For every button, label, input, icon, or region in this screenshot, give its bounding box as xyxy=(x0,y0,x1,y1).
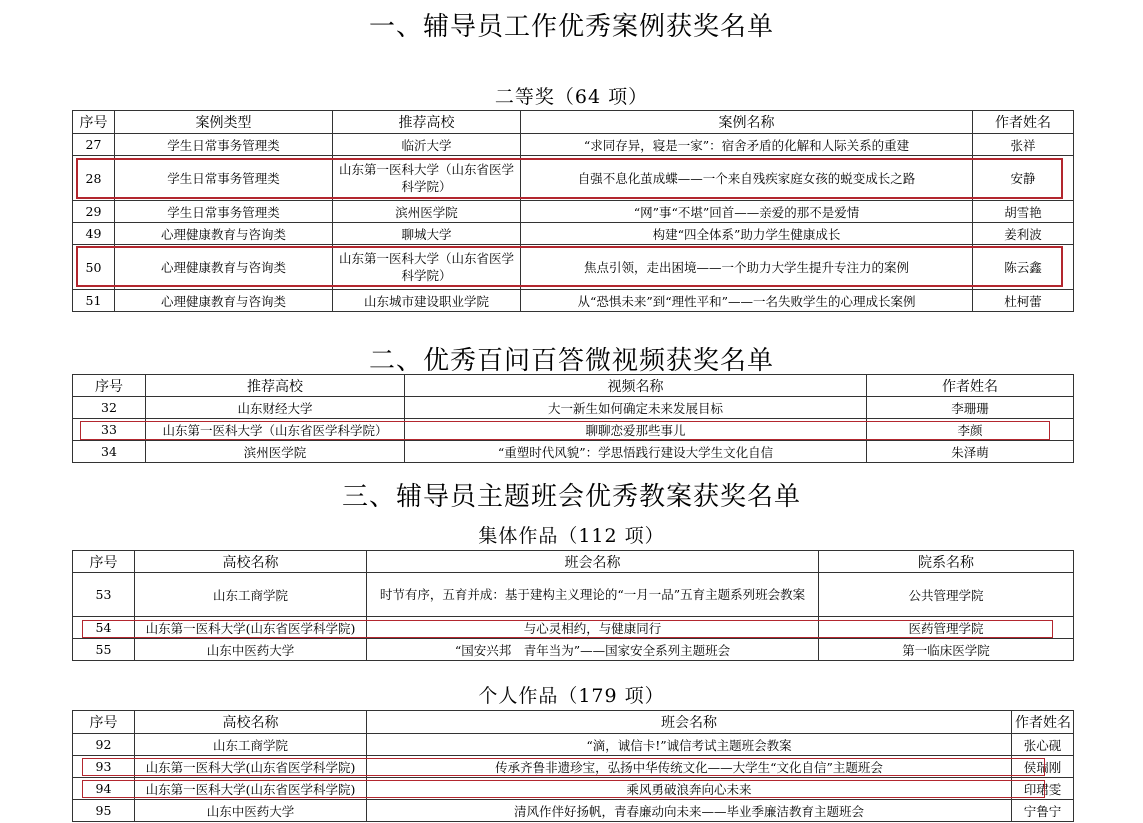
cell-author: 李颜 xyxy=(867,419,1074,441)
cell-school: 山东第一医科大学(山东省医学科学院) xyxy=(135,617,367,639)
cell-author: 侯瑞刚 xyxy=(1012,756,1074,778)
cell-type: 学生日常事务管理类 xyxy=(115,201,333,223)
table-video-awards xyxy=(72,374,1074,463)
cell-case-name: 焦点引领，走出困境——一个助力大学生提升专注力的案例 xyxy=(521,245,973,290)
cell-no: 27 xyxy=(73,134,115,156)
cell-author: 朱泽萌 xyxy=(867,441,1074,463)
section3-title: 三、辅导员主题班会优秀教案获奖名单 xyxy=(341,482,801,512)
cell-case-name: 构建“四全体系”助力学生健康成长 xyxy=(521,223,973,245)
cell-school: 山东中医药大学 xyxy=(135,800,367,822)
cell-type: 心理健康教育与咨询类 xyxy=(115,223,333,245)
highlight-box xyxy=(82,758,1045,776)
cell-school: 临沂大学 xyxy=(333,134,521,156)
header-cell: 序号 xyxy=(73,111,115,134)
cell-no: 29 xyxy=(73,201,115,223)
table-header-row xyxy=(73,711,1074,734)
header-cell: 序号 xyxy=(73,551,135,573)
cell-class-name: 与心灵相约，与健康同行 xyxy=(367,617,819,639)
cell-school: 山东第一医科大学(山东省医学科学院) xyxy=(135,778,367,800)
cell-school: 山东中医药大学 xyxy=(135,639,367,661)
section1-subtitle: 二等奖（64 项） xyxy=(494,86,649,108)
cell-no: 51 xyxy=(73,290,115,312)
cell-no: 95 xyxy=(73,800,135,822)
cell-class-name: “国安兴邦 青年当为”——国家安全系列主题班会 xyxy=(367,639,819,661)
header-cell: 序号 xyxy=(73,375,146,397)
cell-school: 山东城市建设职业学院 xyxy=(333,290,521,312)
section3-individual-subtitle: 个人作品（179 项） xyxy=(478,685,665,707)
header-cell: 班会名称 xyxy=(367,711,1012,734)
table-row xyxy=(73,441,1074,463)
cell-case-name: “网”事“不堪”回首——亲爱的那不是爱情 xyxy=(521,201,973,223)
cell-school: 山东工商学院 xyxy=(135,573,367,617)
cell-video-name: 聊聊恋爱那些事儿 xyxy=(405,419,867,441)
header-cell: 作者姓名 xyxy=(973,111,1074,134)
cell-case-name: 自强不息化茧成蝶——一个来自残疾家庭女孩的蜕变成长之路 xyxy=(521,156,973,201)
header-cell: 案例类型 xyxy=(115,111,333,134)
cell-author: 印珺雯 xyxy=(1012,778,1074,800)
cell-author: 张心砚 xyxy=(1012,734,1074,756)
cell-no: 53 xyxy=(73,573,135,617)
cell-school: 山东第一医科大学（山东省医学科学院） xyxy=(333,245,521,290)
table-row xyxy=(73,201,1074,223)
cell-type: 学生日常事务管理类 xyxy=(115,156,333,201)
section3-group-subtitle: 集体作品（112 项） xyxy=(478,525,665,547)
highlight-box xyxy=(82,620,1053,638)
cell-no: 92 xyxy=(73,734,135,756)
cell-school: 山东第一医科大学(山东省医学科学院) xyxy=(135,756,367,778)
cell-no: 33 xyxy=(73,419,146,441)
cell-case-name: “求同存异，寝是一家”：宿舍矛盾的化解和人际关系的重建 xyxy=(521,134,973,156)
header-cell: 班会名称 xyxy=(367,551,819,573)
cell-school: 山东第一医科大学（山东省医学科学院） xyxy=(333,156,521,201)
cell-author: 安静 xyxy=(973,156,1074,201)
cell-class-name: “滴，诚信卡!”诚信考试主题班会教案 xyxy=(367,734,1012,756)
cell-author: 胡雪艳 xyxy=(973,201,1074,223)
table-header-row xyxy=(73,375,1074,397)
cell-video-name: 大一新生如何确定未来发展目标 xyxy=(405,397,867,419)
cell-no: 54 xyxy=(73,617,135,639)
header-cell: 高校名称 xyxy=(135,711,367,734)
cell-author: 杜柯蕾 xyxy=(973,290,1074,312)
cell-department: 第一临床医学院 xyxy=(819,639,1074,661)
cell-class-name: 乘风勇破浪奔向心未来 xyxy=(367,778,1012,800)
cell-department: 医药管理学院 xyxy=(819,617,1074,639)
cell-author: 李珊珊 xyxy=(867,397,1074,419)
highlight-box xyxy=(82,780,1045,798)
cell-video-name: “重塑时代风貌”：学思悟践行建设大学生文化自信 xyxy=(405,441,867,463)
header-cell: 作者姓名 xyxy=(867,375,1074,397)
section2-title: 二、优秀百问百答微视频获奖名单 xyxy=(368,346,774,376)
table-row xyxy=(73,573,1074,617)
cell-class-name: 时节有序，五育并成：基于建构主义理论的“一月一品”五育主题系列班会教案 xyxy=(367,573,819,617)
table-row xyxy=(73,223,1074,245)
table-group-works xyxy=(72,550,1074,661)
cell-class-name: 传承齐鲁非遗珍宝，弘扬中华传统文化——大学生“文化自信”主题班会 xyxy=(367,756,1012,778)
table-header-row xyxy=(73,111,1074,134)
cell-author: 宁鲁宁 xyxy=(1012,800,1074,822)
cell-author: 张祥 xyxy=(973,134,1074,156)
header-cell: 推荐高校 xyxy=(333,111,521,134)
cell-no: 93 xyxy=(73,756,135,778)
header-cell: 高校名称 xyxy=(135,551,367,573)
table-row xyxy=(73,397,1074,419)
cell-type: 心理健康教育与咨询类 xyxy=(115,245,333,290)
cell-no: 32 xyxy=(73,397,146,419)
cell-type: 心理健康教育与咨询类 xyxy=(115,290,333,312)
header-cell: 推荐高校 xyxy=(146,375,405,397)
table-row xyxy=(73,734,1074,756)
cell-school: 山东第一医科大学（山东省医学科学院） xyxy=(146,419,405,441)
cell-school: 滨州医学院 xyxy=(333,201,521,223)
cell-department: 公共管理学院 xyxy=(819,573,1074,617)
highlight-box xyxy=(76,158,1063,199)
header-cell: 作者姓名 xyxy=(1012,711,1074,734)
table-row xyxy=(73,800,1074,822)
cell-author: 姜利波 xyxy=(973,223,1074,245)
table-row xyxy=(73,290,1074,312)
cell-no: 49 xyxy=(73,223,115,245)
header-cell: 序号 xyxy=(73,711,135,734)
cell-type: 学生日常事务管理类 xyxy=(115,134,333,156)
cell-school: 山东财经大学 xyxy=(146,397,405,419)
header-cell: 案例名称 xyxy=(521,111,973,134)
cell-no: 28 xyxy=(73,156,115,201)
header-cell: 院系名称 xyxy=(819,551,1074,573)
table-row xyxy=(73,134,1074,156)
cell-author: 陈云鑫 xyxy=(973,245,1074,290)
cell-case-name: 从“恐惧未来”到“理性平和”——一名失败学生的心理成长案例 xyxy=(521,290,973,312)
highlight-box xyxy=(76,246,1063,287)
cell-school: 聊城大学 xyxy=(333,223,521,245)
cell-school: 山东工商学院 xyxy=(135,734,367,756)
table-header-row xyxy=(73,551,1074,573)
table-row xyxy=(73,639,1074,661)
cell-no: 34 xyxy=(73,441,146,463)
highlight-box xyxy=(80,421,1050,440)
cell-no: 55 xyxy=(73,639,135,661)
section1-title: 一、辅导员工作优秀案例获奖名单 xyxy=(368,12,774,42)
cell-school: 滨州医学院 xyxy=(146,441,405,463)
cell-class-name: 清风作伴好扬帆，青春廉动向未来——毕业季廉洁教育主题班会 xyxy=(367,800,1012,822)
cell-no: 50 xyxy=(73,245,115,290)
header-cell: 视频名称 xyxy=(405,375,867,397)
cell-no: 94 xyxy=(73,778,135,800)
